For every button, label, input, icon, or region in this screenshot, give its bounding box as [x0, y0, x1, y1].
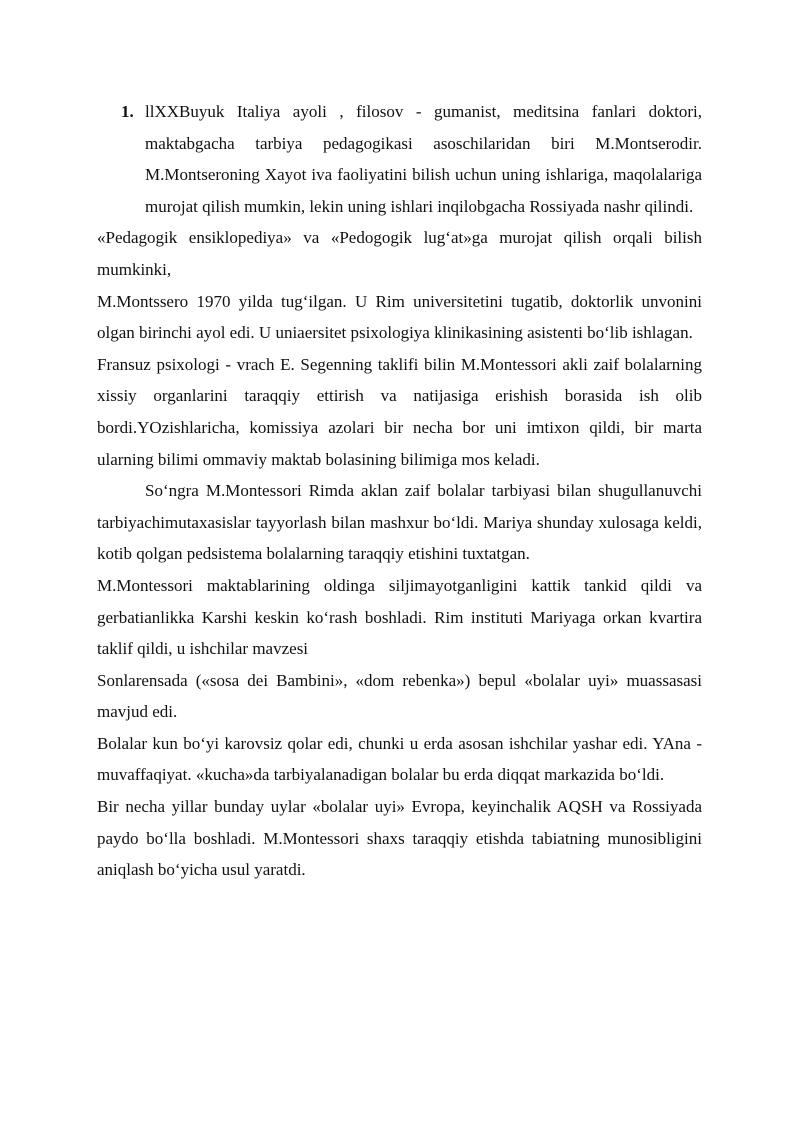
paragraph-critique: M.Montessori maktablarining oldinga siljimayotganligini kattik tankid qildi va gerbatianlikka Karshi keskin ko‘rash boshladi. Rim instituti Mariyaga orkan kvartira taklif qildi, u ishchilar mavzesi — [97, 575, 702, 659]
paragraph-children: Bolalar kun bo‘yi karovsiz qolar edi, chunki u erda asosan ishchilar yashar edi. YAna - muvaffaqiyat. «kucha»da tarbiyalanadigan bolalar bu erda diqqat markazida bo‘ldi. — [97, 733, 702, 785]
numbered-item — [97, 96, 702, 222]
paragraph-segen: Fransuz psixologi - vrach E. Segenning taklifi bilin M.Montessori akli zaif bolalarning xissiy organlarini taraqqiy ettirish va natijasiga erishish borasida ish olib bordi.YOzishlaricha, komissiya azolari bir necha bor uni imtixon qildi, bir marta ularning bilimi ommaviy maktab bolasining bilimiga mos keladi. — [97, 354, 702, 469]
item-number: 1. — [121, 102, 134, 121]
paragraph-spread: Bir necha yillar bunday uylar «bolalar uyi» Evropa, keyinchalik AQSH va Rossiyada paydo bo‘lla boshladi. M.Montessori shaxs taraqqiy etishda tabiatning munosibligini aniqlash bo‘yicha usul yaratdi. — [97, 797, 702, 880]
paragraph-casa-bambini: Sonlarensada («sosa dei Bambini», «dom rebenka») bepul «bolalar uyi» muassasasi mavjud edi. — [97, 670, 702, 722]
paragraph-birth: M.Montssero 1970 yilda tug‘ilgan. U Rim universitetini tugatib, doktorlik unvonini olgan birinchi ayol edi. U uniaersitet psixologiya klinikasining asistenti bo‘lib ishlagan. — [97, 291, 702, 343]
paragraph-rome: So‘ngra M.Montessori Rimda aklan zaif bolalar tarbiyasi bilan shugullanuvchi tarbiyachimutaxasislar tayyorlash bilan mashxur bo‘ldi. Mariya shunday xulosaga keldi, kotib qolgan pedsistema bolalarning taraqqiy etishini tuxtatgan. — [97, 481, 702, 564]
document-page — [97, 96, 702, 886]
item-text: llXXBuyuk Italiya ayoli , filosov - gumanist, meditsina fanlari doktori, maktabgacha tarbiya pedagogikasi asoschilaridan biri M.Montserodir. M.Montseroning Xayot iva faoliyatini bilish uchun uning ishlariga, maqolalariga murojat qilish mumkin, lekin uning ishlari inqilobgacha Rossiyada nashr qilindi. — [145, 102, 702, 216]
paragraph-encyclopedia: «Pedagogik ensiklopediya» va «Pedogogik lug‘at»ga murojat qilish orqali bilish mumkinki, — [97, 228, 702, 279]
